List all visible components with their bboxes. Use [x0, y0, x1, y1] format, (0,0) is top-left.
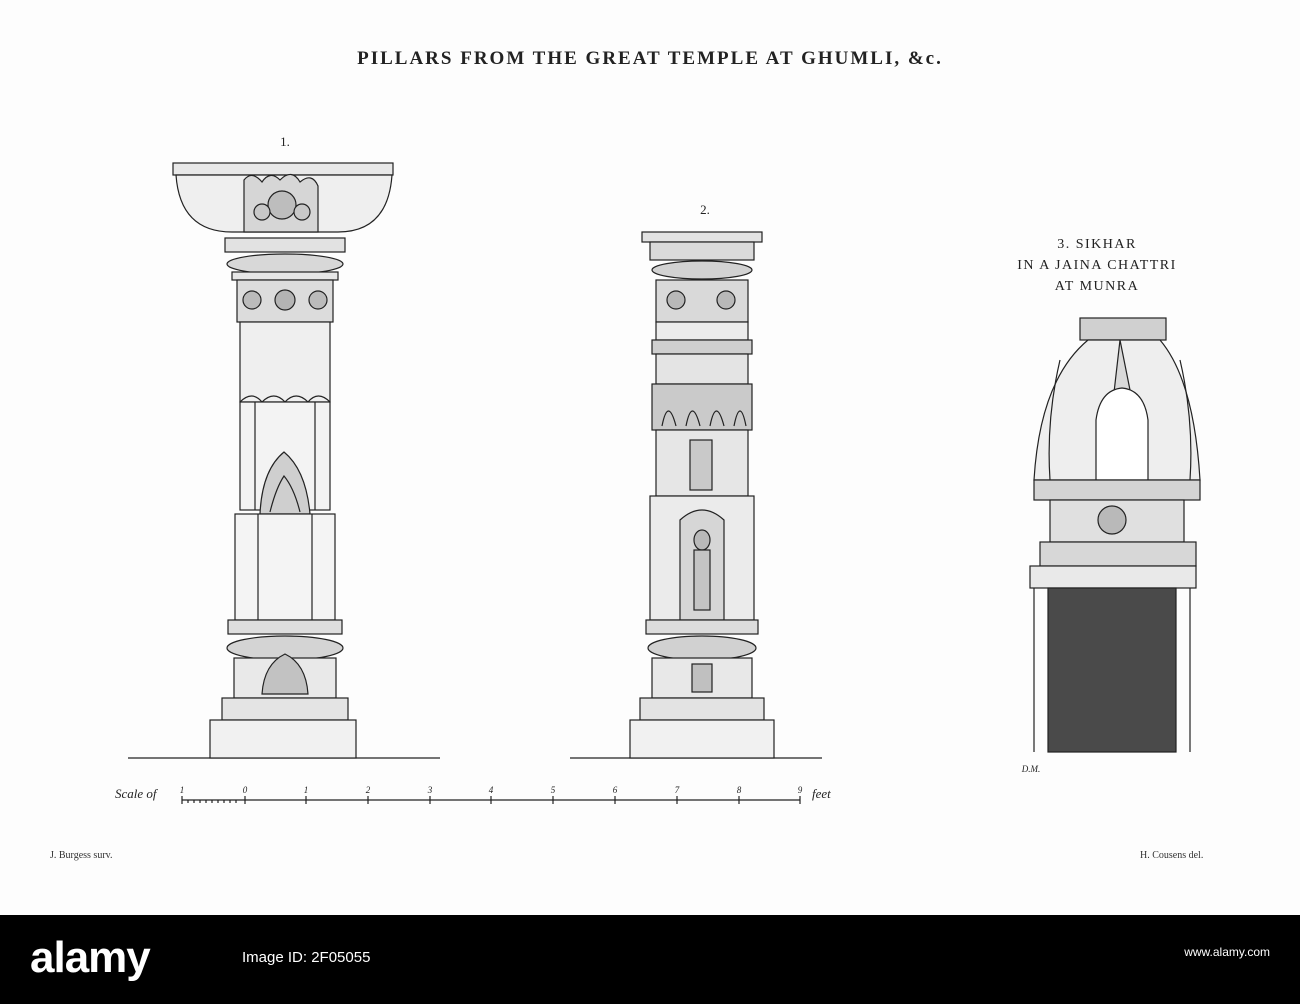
figure-2-label: 2. — [700, 202, 710, 217]
scale-tick-label: 1 — [179, 785, 185, 795]
scale-tick-label: 3 — [427, 785, 433, 795]
scale-tick-label: 6 — [612, 785, 618, 795]
scale-tick-label: 8 — [736, 785, 742, 795]
scale-tick-label: 4 — [488, 785, 494, 795]
credit-surveyor: J. Burgess surv. — [50, 850, 113, 861]
footer-website — [1184, 943, 1270, 961]
scale-tick-label: 7 — [674, 785, 680, 795]
figure-1-label: 1. — [280, 134, 290, 149]
scale-label-right: feet — [812, 786, 831, 801]
sikhar-drawing — [1030, 318, 1200, 752]
figure-3-label-line-1: 3. SIKHAR — [1057, 237, 1137, 252]
image-id: Image ID: 2F05055 — [242, 949, 371, 966]
scale-tick-label: 5 — [550, 785, 556, 795]
pillar-2-drawing — [630, 232, 774, 758]
pillar-1-drawing — [173, 163, 393, 758]
figure-3-label-line-3: AT MUNRA — [1054, 279, 1140, 294]
scale-label-left: Scale of — [115, 786, 157, 801]
scale-tick-label: 0 — [242, 785, 248, 795]
plate-title: PILLARS FROM THE GREAT TEMPLE AT GHUMLI, &c. — [357, 48, 943, 69]
scale-bar — [182, 796, 800, 804]
credit-draughtsman: H. Cousens del. — [1140, 850, 1204, 861]
draughtsman-initials: D.M. — [1021, 764, 1041, 774]
scale-tick-label: 1 — [303, 785, 309, 795]
brand-logo: alamy — [30, 933, 150, 982]
figure-3-label-line-2: IN A JAINA CHATTRI — [1017, 258, 1177, 273]
footer-website-text: www.alamy.com — [1184, 945, 1270, 959]
watermark-footer — [0, 915, 1300, 1004]
scale-tick-label: 9 — [797, 785, 803, 795]
scale-tick-label: 2 — [365, 785, 371, 795]
